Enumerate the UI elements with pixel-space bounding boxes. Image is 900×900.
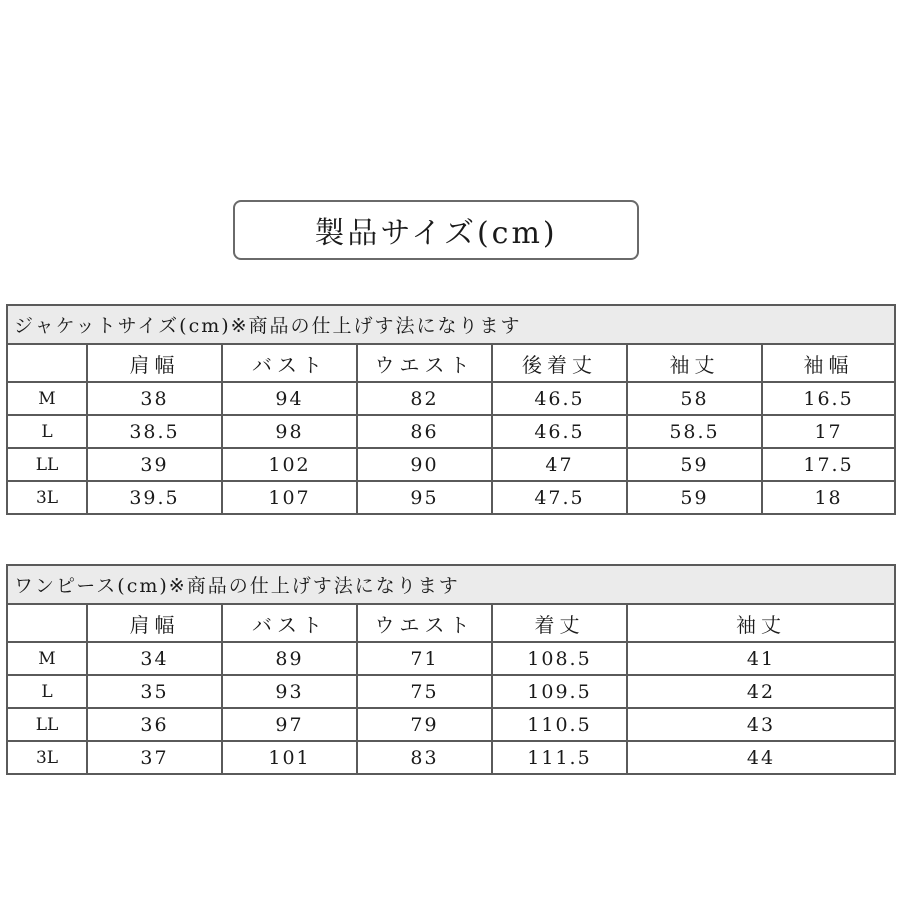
table-cell: 39.5	[87, 481, 222, 514]
table-cell: 36	[87, 708, 222, 741]
table-cell: 89	[222, 642, 357, 675]
table-cell: 107	[222, 481, 357, 514]
table-cell: 38	[87, 382, 222, 415]
table-cell: 44	[627, 741, 895, 774]
table-cell: 108.5	[492, 642, 627, 675]
header-cell: バスト	[222, 344, 357, 382]
table-cell: 38.5	[87, 415, 222, 448]
table-cell: 18	[762, 481, 895, 514]
table-cell: 37	[87, 741, 222, 774]
table-cell: 41	[627, 642, 895, 675]
table-cell: 98	[222, 415, 357, 448]
size-label: L	[7, 415, 87, 448]
size-label: LL	[7, 708, 87, 741]
size-label: L	[7, 675, 87, 708]
header-cell: ウエスト	[357, 604, 492, 642]
size-label: 3L	[7, 481, 87, 514]
header-cell: 肩幅	[87, 604, 222, 642]
header-cell: 袖幅	[762, 344, 895, 382]
table-cell: 93	[222, 675, 357, 708]
onepiece-table-caption: ワンピース(cm)※商品の仕上げす法になります	[7, 565, 895, 604]
table-cell: 79	[357, 708, 492, 741]
header-cell: 着丈	[492, 604, 627, 642]
table-cell: 47	[492, 448, 627, 481]
table-cell: 59	[627, 448, 762, 481]
size-label: M	[7, 382, 87, 415]
table-row	[7, 481, 895, 514]
table-row	[7, 741, 895, 774]
table-cell: 102	[222, 448, 357, 481]
table-cell: 39	[87, 448, 222, 481]
header-cell: バスト	[222, 604, 357, 642]
table-row	[7, 382, 895, 415]
table-cell: 82	[357, 382, 492, 415]
header-cell: 後着丈	[492, 344, 627, 382]
table-cell: 95	[357, 481, 492, 514]
table-row	[7, 642, 895, 675]
table-cell: 47.5	[492, 481, 627, 514]
size-label: 3L	[7, 741, 87, 774]
table-cell: 110.5	[492, 708, 627, 741]
table-cell: 111.5	[492, 741, 627, 774]
header-cell: 肩幅	[87, 344, 222, 382]
onepiece-size-table	[6, 564, 896, 775]
table-cell: 58	[627, 382, 762, 415]
size-label: LL	[7, 448, 87, 481]
table-cell: 90	[357, 448, 492, 481]
jacket-header-row	[7, 344, 895, 382]
table-cell: 71	[357, 642, 492, 675]
table-row	[7, 448, 895, 481]
table-cell: 16.5	[762, 382, 895, 415]
table-cell: 75	[357, 675, 492, 708]
header-cell	[7, 604, 87, 642]
size-label: M	[7, 642, 87, 675]
table-cell: 101	[222, 741, 357, 774]
table-cell: 97	[222, 708, 357, 741]
jacket-size-table	[6, 304, 896, 515]
header-cell: ウエスト	[357, 344, 492, 382]
page-title: 製品サイズ(cm)	[233, 200, 639, 260]
header-cell: 袖丈	[627, 604, 895, 642]
table-cell: 83	[357, 741, 492, 774]
table-cell: 42	[627, 675, 895, 708]
table-row	[7, 415, 895, 448]
table-cell: 17	[762, 415, 895, 448]
table-cell: 94	[222, 382, 357, 415]
table-cell: 58.5	[627, 415, 762, 448]
header-cell: 袖丈	[627, 344, 762, 382]
table-cell: 59	[627, 481, 762, 514]
table-cell: 46.5	[492, 382, 627, 415]
onepiece-header-row	[7, 604, 895, 642]
header-cell	[7, 344, 87, 382]
table-cell: 35	[87, 675, 222, 708]
table-cell: 109.5	[492, 675, 627, 708]
table-cell: 34	[87, 642, 222, 675]
table-cell: 86	[357, 415, 492, 448]
table-row	[7, 708, 895, 741]
table-row	[7, 675, 895, 708]
table-cell: 17.5	[762, 448, 895, 481]
table-cell: 43	[627, 708, 895, 741]
table-cell: 46.5	[492, 415, 627, 448]
jacket-table-caption: ジャケットサイズ(cm)※商品の仕上げす法になります	[7, 305, 895, 344]
